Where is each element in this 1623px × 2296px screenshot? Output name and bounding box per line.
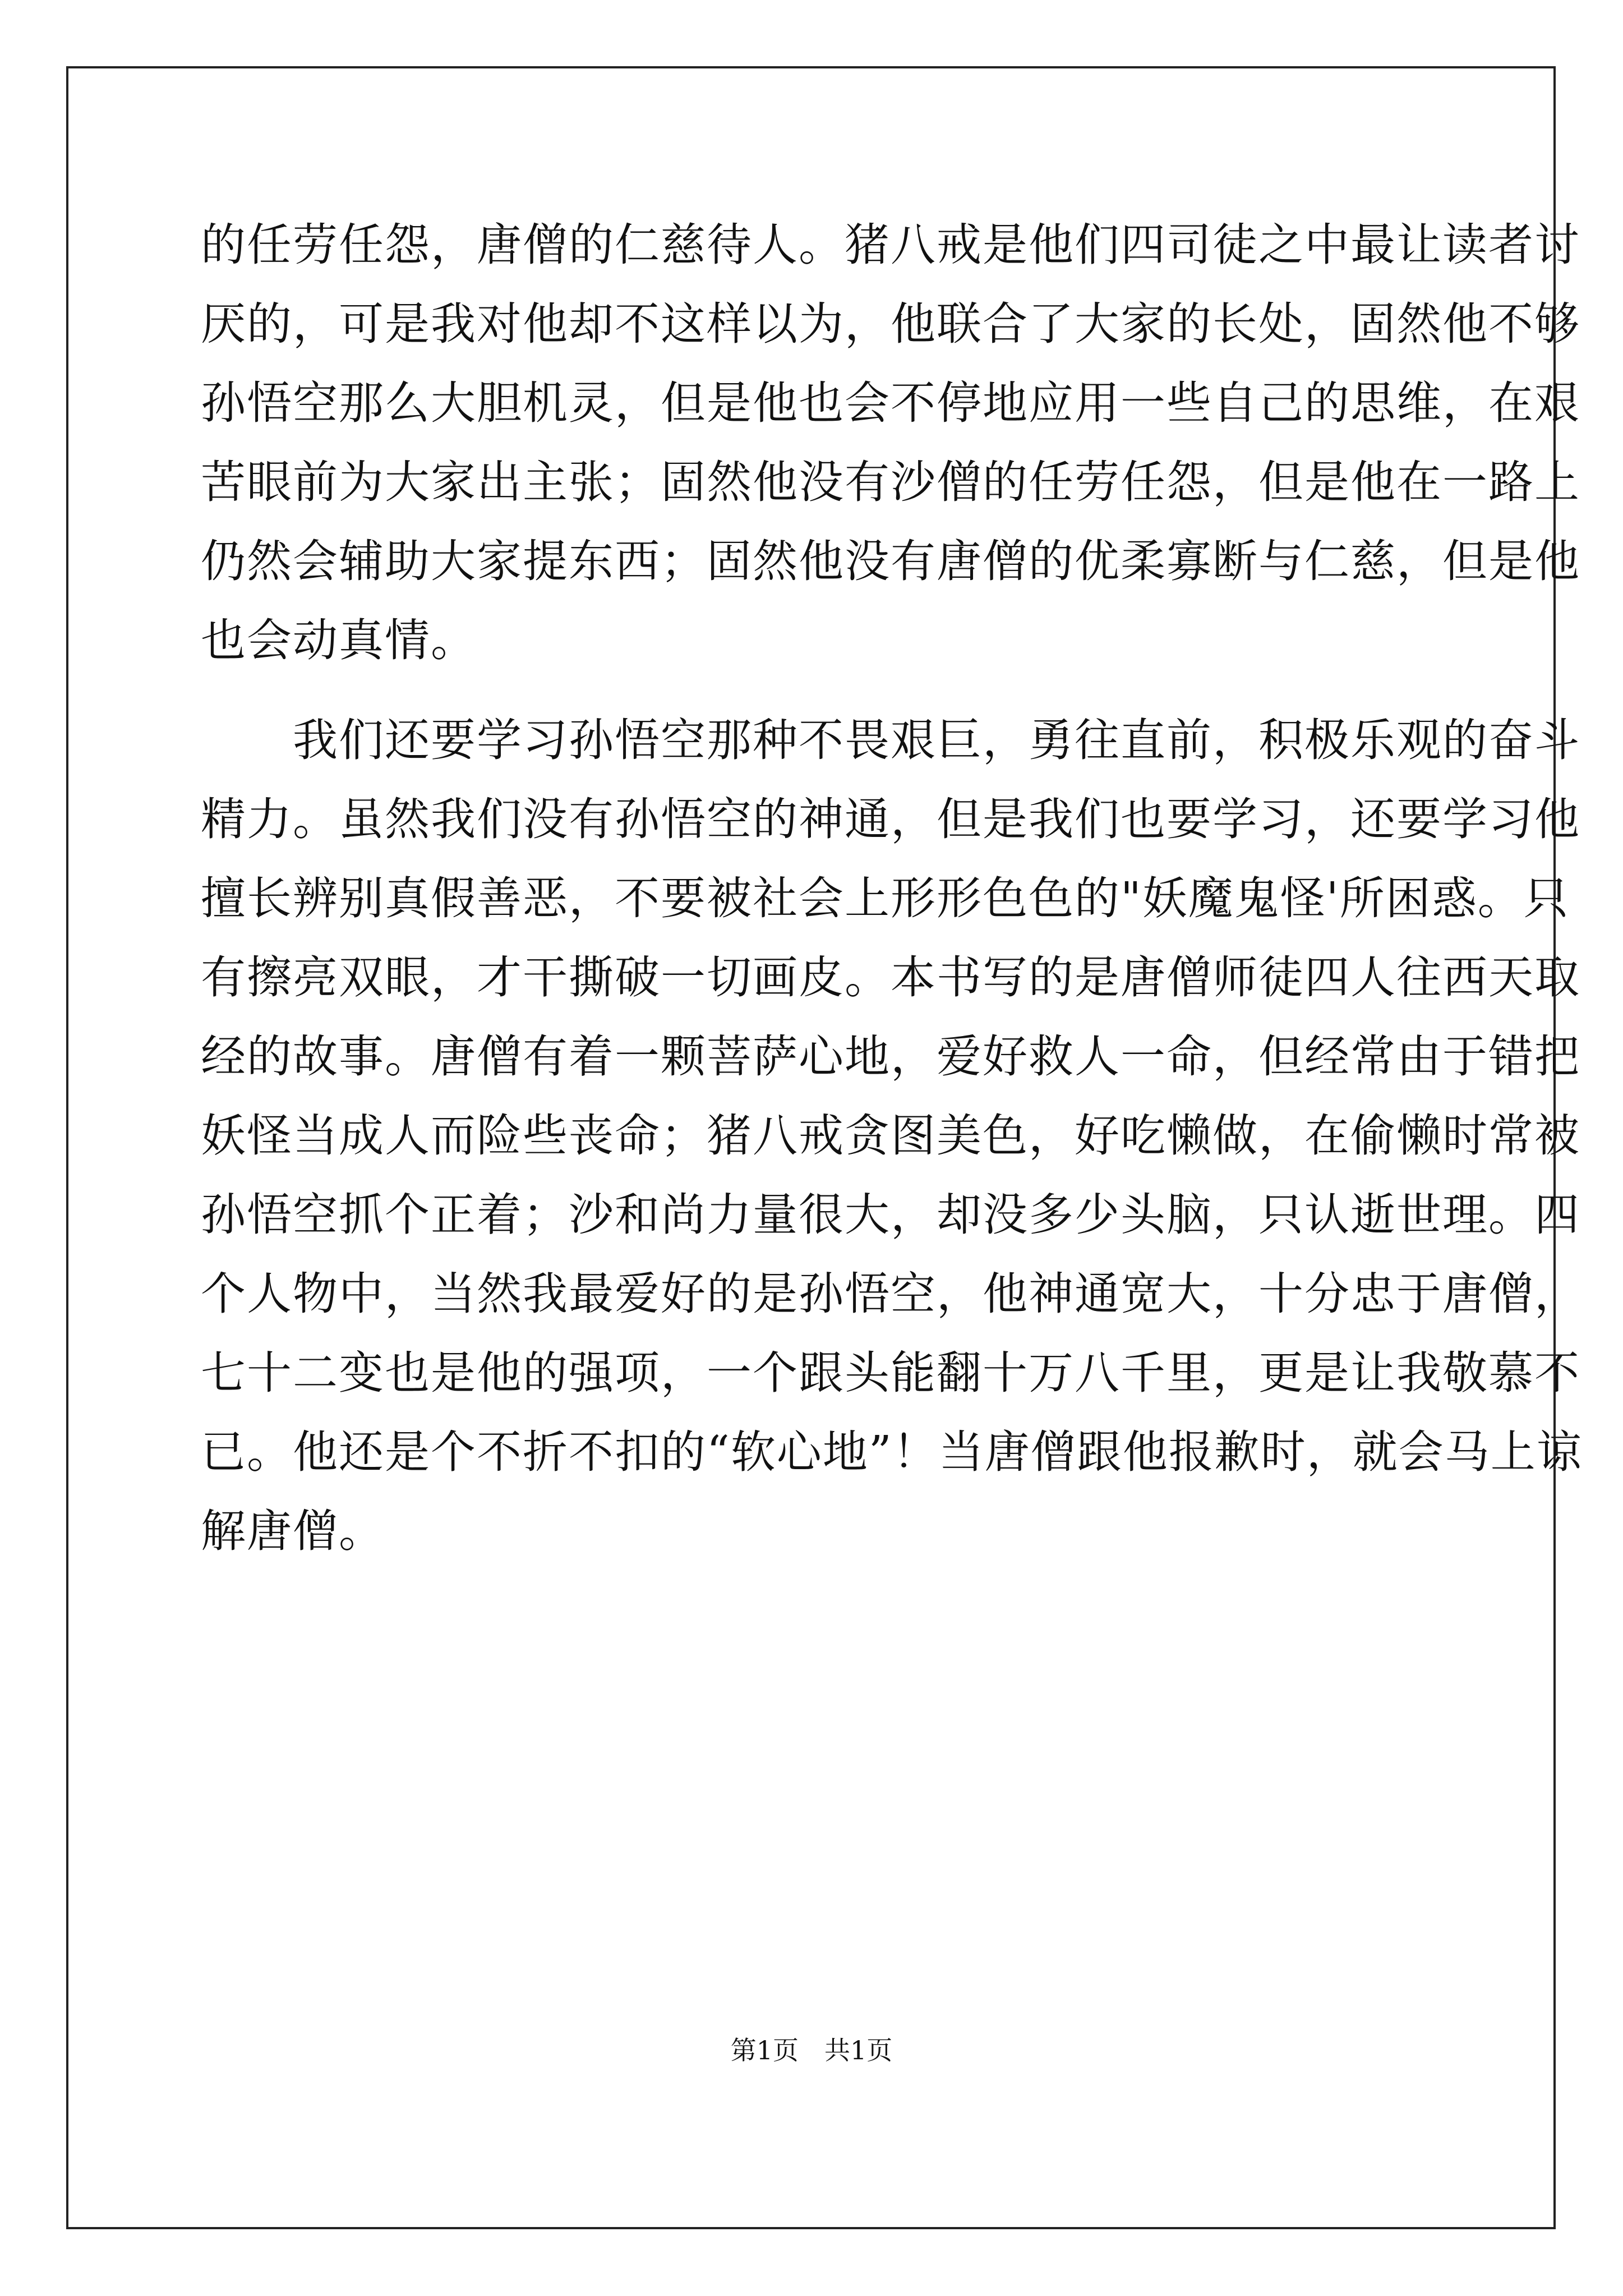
text-line-17: 解唐僧。: [201, 1505, 385, 1557]
text-line-8: 精力。虽然我们没有孙悟空的神通，但是我们也要学习，还要学习他: [201, 793, 1580, 845]
page-number-footer: 第1页 共1页: [730, 2035, 893, 2065]
text-line-13: 孙悟空抓个正着；沙和尚力量很大，却没多少头脑，只认逝世理。四: [201, 1189, 1580, 1241]
text-line-12: 妖怪当成人而险些丧命；猪八戒贪图美色，好吃懒做，在偷懒时常被: [201, 1110, 1580, 1162]
text-line-9: 擅长辨别真假善恶，不要被社会上形形色色的"妖魔鬼怪'所困惑。只: [201, 872, 1570, 924]
text-line-14: 个人物中，当然我最爱好的是孙悟空，他神通宽大，十分忠于唐僧，: [201, 1268, 1580, 1320]
text-line-15: 七十二变也是他的强项，一个跟头能翻十万八千里，更是让我敬慕不: [201, 1347, 1580, 1399]
text-line-6: 也会动真情。: [201, 614, 477, 666]
text-line-11: 经的故事。唐僧有着一颗菩萨心地，爱好救人一命，但经常由于错把: [201, 1030, 1580, 1083]
text-line-4: 苦眼前为大家出主张；固然他没有沙僧的任劳任怨，但是他在一路上: [201, 456, 1580, 508]
text-line-10: 有擦亮双眼，才干撕破一切画皮。本书写的是唐僧师徒四人往西天取: [201, 951, 1580, 1004]
text-line-1: 的任劳任怨，唐僧的仁慈待人。猪八戒是他们四司徒之中最让读者讨: [201, 219, 1580, 271]
text-line-2: 厌的，可是我对他却不这样以为，他联合了大家的长处，固然他不够: [201, 298, 1580, 350]
text-line-16: 已。他还是个不折不扣的“软心地”！当唐僧跟他报歉时，就会马上谅: [201, 1426, 1583, 1478]
text-line-7: 我们还要学习孙悟空那种不畏艰巨，勇往直前，积极乐观的奋斗: [201, 714, 1580, 766]
text-line-3: 孙悟空那么大胆机灵，但是他也会不停地应用一些自己的思维，在艰: [201, 377, 1580, 429]
text-line-5: 仍然会辅助大家提东西；固然他没有唐僧的优柔寡断与仁慈，但是他: [201, 535, 1580, 587]
